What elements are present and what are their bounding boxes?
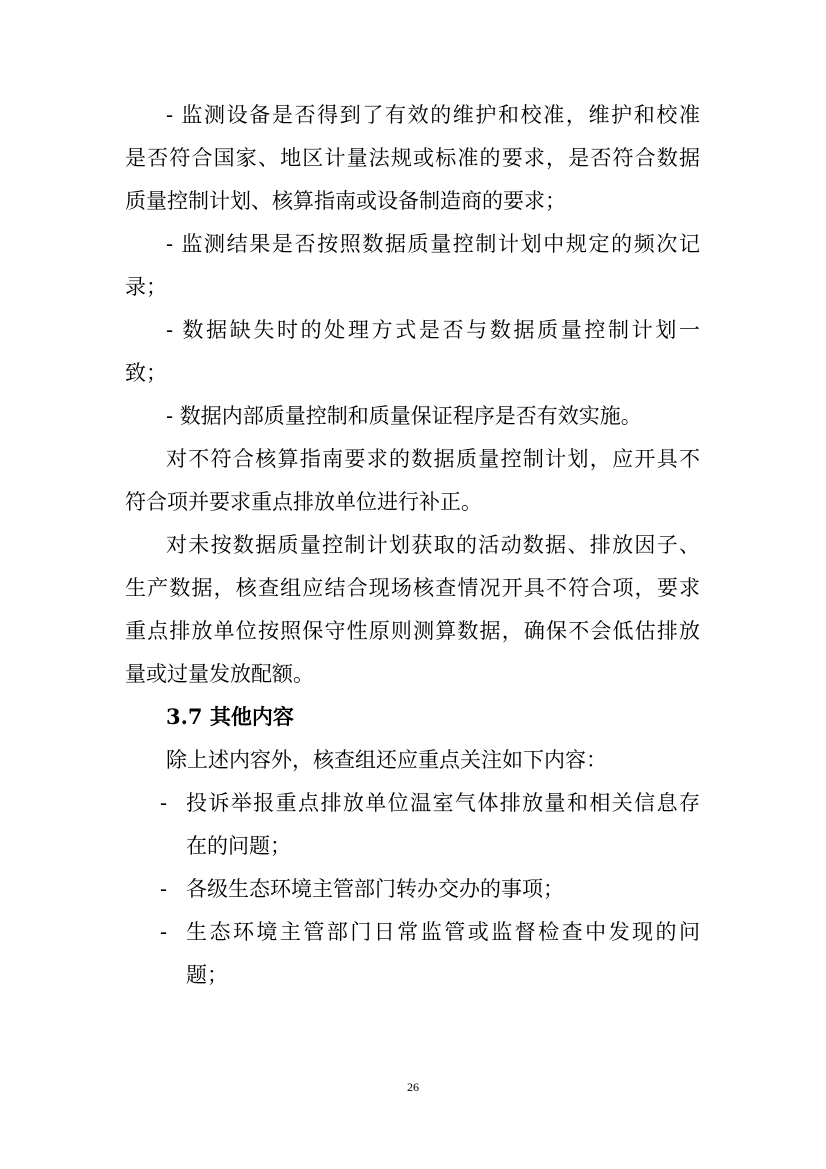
paragraph-line: - 监测设备是否得到了有效的维护和校准，维护和校准 — [166, 103, 700, 127]
paragraph-line: - 监测结果是否按照数据质量控制计划中规定的频次记 — [166, 232, 700, 256]
section-heading: 3.7 其他内容 — [166, 704, 294, 729]
paragraph-line: 除上述内容外，核查组还应重点关注如下内容： — [166, 748, 607, 772]
bullet-dash: - — [160, 877, 168, 901]
bullet-item-line: 在的问题； — [186, 834, 291, 858]
bullet-item-line: 题； — [186, 963, 228, 987]
paragraph-line: 是否符合国家、地区计量法规或标准的要求，是否符合数据 — [125, 146, 700, 170]
paragraph-line: 对不符合核算指南要求的数据质量控制计划，应开具不 — [166, 447, 700, 471]
paragraph-line: 对未按数据质量控制计划获取的活动数据、排放因子、 — [166, 533, 700, 557]
paragraph-line: 质量控制计划、核算指南或设备制造商的要求； — [125, 189, 566, 213]
bullet-item-line: 各级生态环境主管部门转办交办的事项； — [186, 877, 564, 901]
paragraph-line: - 数据缺失时的处理方式是否与数据质量控制计划一 — [166, 318, 700, 342]
paragraph-line: 录； — [125, 275, 167, 299]
page-number: 26 — [407, 1080, 419, 1094]
paragraph-line: 生产数据，核查组应结合现场核查情况开具不符合项，要求 — [125, 576, 700, 600]
bullet-dash: - — [160, 791, 168, 815]
paragraph-line: 符合项并要求重点排放单位进行补正。 — [125, 490, 482, 514]
paragraph-line: 致； — [125, 361, 167, 385]
bullet-item-line: 投诉举报重点排放单位温室气体排放量和相关信息存 — [186, 791, 700, 815]
bullet-dash: - — [160, 920, 168, 944]
paragraph-line: 量或过量发放配额。 — [125, 662, 314, 686]
paragraph-line: - 数据内部质量控制和质量保证程序是否有效实施。 — [166, 404, 642, 428]
paragraph-line: 重点排放单位按照保守性原则测算数据，确保不会低估排放 — [125, 619, 700, 643]
bullet-item-line: 生态环境主管部门日常监管或监督检查中发现的问 — [186, 920, 700, 944]
